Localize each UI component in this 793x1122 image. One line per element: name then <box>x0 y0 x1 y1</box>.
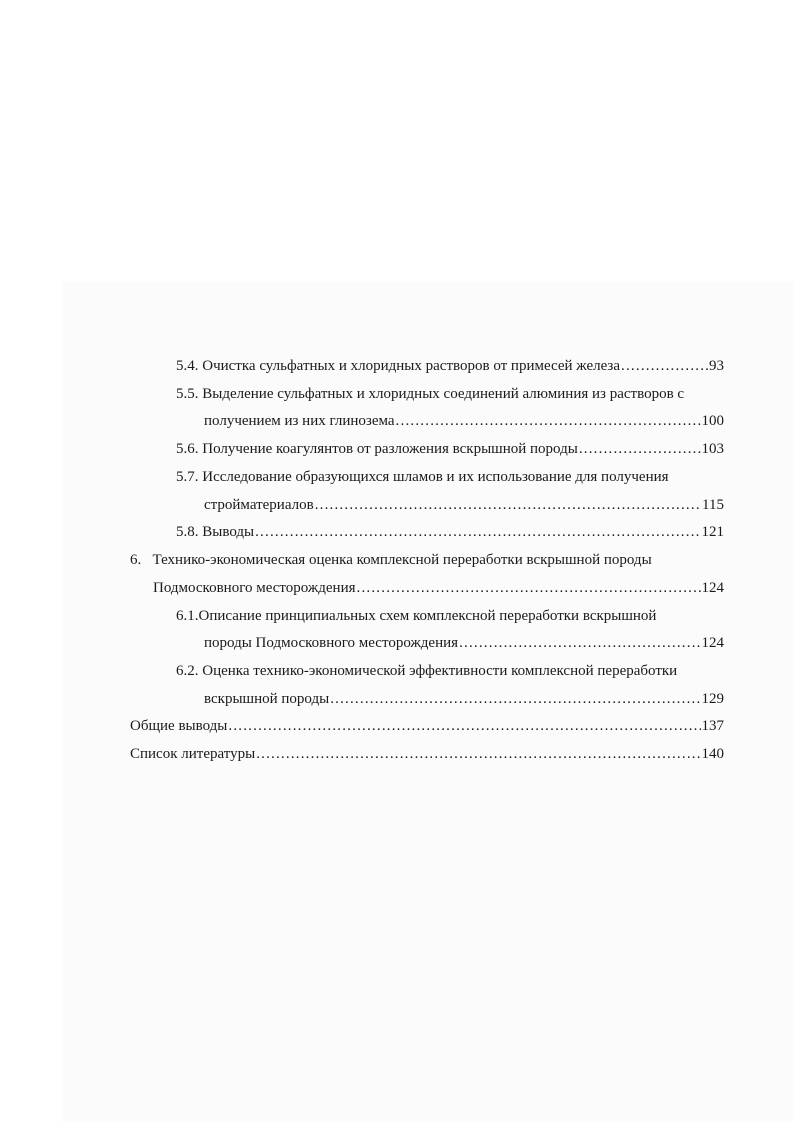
toc-entry-text: 5.6. Получение коагулянтов от разложения вскрышной породы <box>176 441 578 457</box>
toc-entry-5-4[interactable] <box>176 356 724 376</box>
toc-page-number: 115 <box>702 497 724 513</box>
toc-page-number: 93 <box>709 358 724 374</box>
dot-leader <box>255 522 700 542</box>
toc-page-number: 124 <box>701 580 724 596</box>
toc-page-number: 121 <box>701 524 724 540</box>
toc-page-number: 137 <box>701 718 724 734</box>
toc-entry-6-1-line2[interactable] <box>204 633 724 653</box>
dot-leader <box>357 578 701 598</box>
toc-page-number: 140 <box>701 746 724 762</box>
dot-leader <box>579 439 701 459</box>
toc-entry-5-5-line1[interactable]: 5.5. Выделение сульфатных и хлоридных соединений алюминия из растворов с <box>176 386 685 402</box>
dot-leader <box>330 689 700 709</box>
dot-leader <box>396 411 701 431</box>
dot-leader <box>228 716 700 736</box>
toc-entry-text: стройматериалов <box>204 497 314 513</box>
toc-entry-5-5-line2[interactable] <box>204 411 724 431</box>
toc-entry-conclusions[interactable] <box>130 716 724 736</box>
toc-entry-text: Подмосковного месторождения <box>153 580 356 596</box>
toc-entry-5-7-line2[interactable] <box>204 495 724 515</box>
dot-leader <box>315 495 701 515</box>
toc-entry-5-8[interactable] <box>176 522 724 542</box>
toc-entry-text: 5.4. Очистка сульфатных и хлоридных растворов от примесей железа <box>176 358 621 374</box>
toc-entry-6-1-line1[interactable]: 6.1.Описание принципиальных схем комплексной переработки вскрышной <box>176 608 657 624</box>
dot-leader <box>459 633 700 653</box>
toc-page-number: 100 <box>701 413 724 429</box>
toc-page-number: 103 <box>701 441 724 457</box>
toc-entry-references[interactable] <box>130 744 724 764</box>
toc-entry-text: 5.8. Выводы <box>176 524 255 540</box>
toc-page-number: 124 <box>701 635 724 651</box>
toc-page-number: 129 <box>701 691 724 707</box>
dot-leader <box>256 744 700 764</box>
toc-entry-text: Общие выводы <box>130 718 228 734</box>
toc-entry-6-2-line2[interactable] <box>204 689 724 709</box>
toc-entry-text: вскрышной породы <box>204 691 330 707</box>
toc-entry-6-2-line1[interactable]: 6.2. Оценка технико-экономической эффективности комплексной переработки <box>176 663 678 679</box>
toc-entry-text: породы Подмосковного месторождения <box>204 635 459 651</box>
toc-entry-text: получением из них глинозема <box>204 413 395 429</box>
toc-entry-text: Список литературы <box>130 746 256 762</box>
toc-entry-5-7-line1[interactable]: 5.7. Исследование образующихся шламов и их использование для получения <box>176 469 669 485</box>
toc-entry-5-6[interactable] <box>176 439 724 459</box>
toc-entry-6-line1[interactable]: 6. Технико-экономическая оценка комплексной переработки вскрышной породы <box>130 552 652 568</box>
toc-entry-6-line2[interactable] <box>153 578 724 598</box>
dot-leader <box>621 356 708 376</box>
